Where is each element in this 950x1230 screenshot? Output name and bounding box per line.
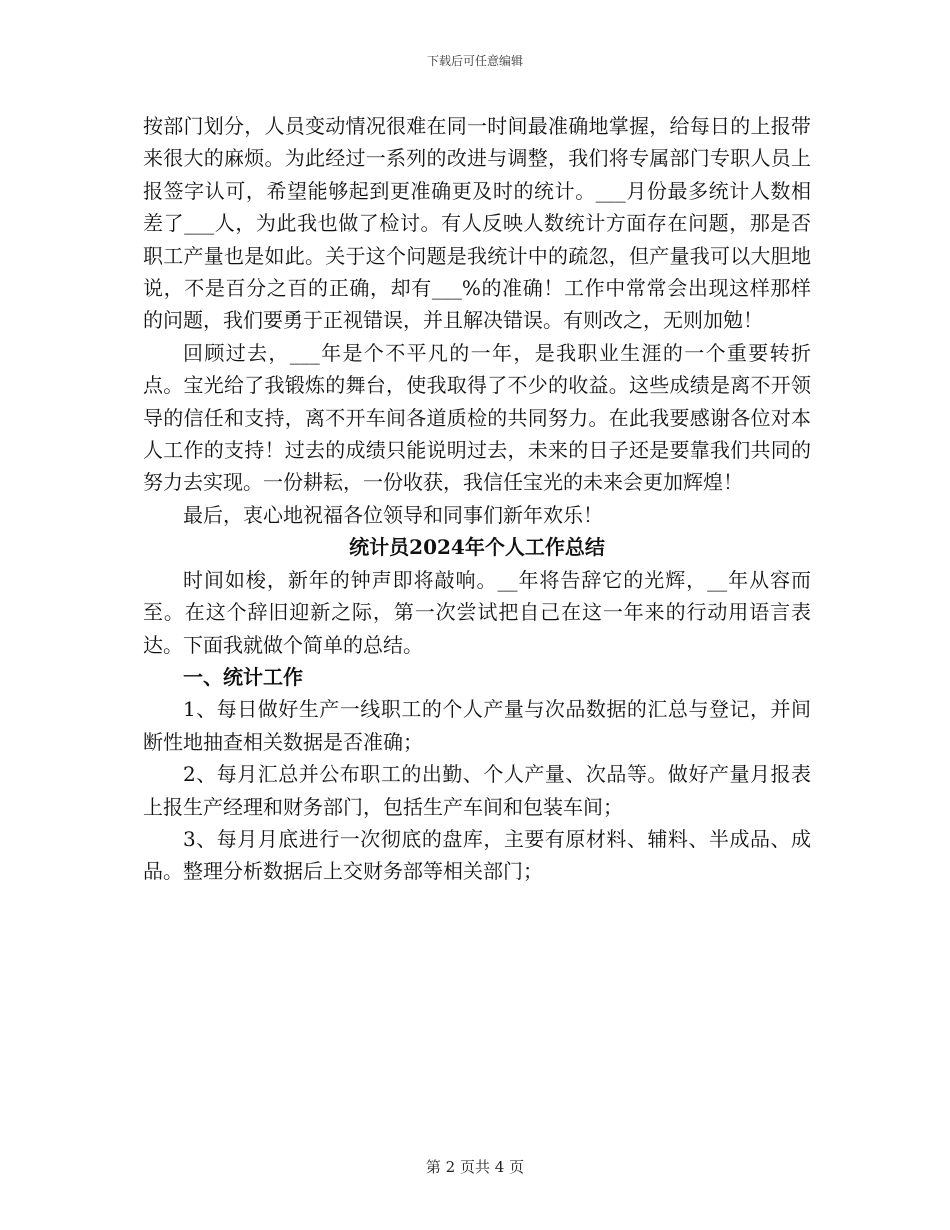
list-item: 3、每月月底进行一次彻底的盘库，主要有原材料、辅料、半成品、成品。整理分析数据后上交财务部等相关部门； (143, 826, 811, 884)
paragraph-continued: 按部门划分，人员变动情况很难在同一时间最准确地掌握，给每日的上报带来很大的麻烦。为此经过一系列的改进与调整，我们将专属部门专职人员上报签字认可，希望能够起到更准确更及时的统计。___月份最多统计人数相差了___人，为此我也做了检讨。有人反映人数统计方面存在问题，那是否职工产量也是如此。关于这个问题是我统计中的疏忽，但产量我可以大胆地说，不是百分之百的正确，却有___%的准确！工作中常常会出现这样那样的问题，我们要勇于正视错误，并且解决错误。有则改之，无则加勉！ (143, 114, 811, 333)
paragraph-closing: 最后，衷心地祝福各位领导和同事们新年欢乐！ (183, 502, 603, 527)
document-title: 统计员2024年个人工作总结 (349, 535, 605, 560)
paragraph-review: 回顾过去，___年是个不平凡的一年，是我职业生涯的一个重要转折点。宝光给了我锻炼的舞台，使我取得了不少的收益。这些成绩是离不开领导的信任和支持，离不开车间各道质检的共同努力。在此我要感谢各位对本人工作的支持！过去的成绩只能说明过去，未来的日子还是要靠我们共同的努力去实现。一份耕耘，一份收获，我信任宝光的未来会更加辉煌！ (143, 340, 811, 495)
page-header: 下载后可任意编辑 (426, 54, 523, 68)
section-heading-statistics: 一、统计工作 (183, 664, 303, 689)
paragraph-intro: 时间如梭，新年的钟声即将敲响。__年将告辞它的光辉，__年从容而至。在这个辞旧迎新之际，第一次尝试把自己在这一年来的行动用语言表达。下面我就做个简单的总结。 (143, 567, 811, 657)
document-body (143, 110, 811, 888)
page-number: 第 2 页共 4 页 (425, 1158, 525, 1176)
list-item: 1、每日做好生产一线职工的个人产量与次品数据的汇总与登记，并间断性地抽查相关数据是否准确； (143, 697, 811, 754)
list-item: 2、每月汇总并公布职工的出勤、个人产量、次品等。做好产量月报表上报生产经理和财务部门，包括生产车间和包装车间； (143, 762, 811, 819)
